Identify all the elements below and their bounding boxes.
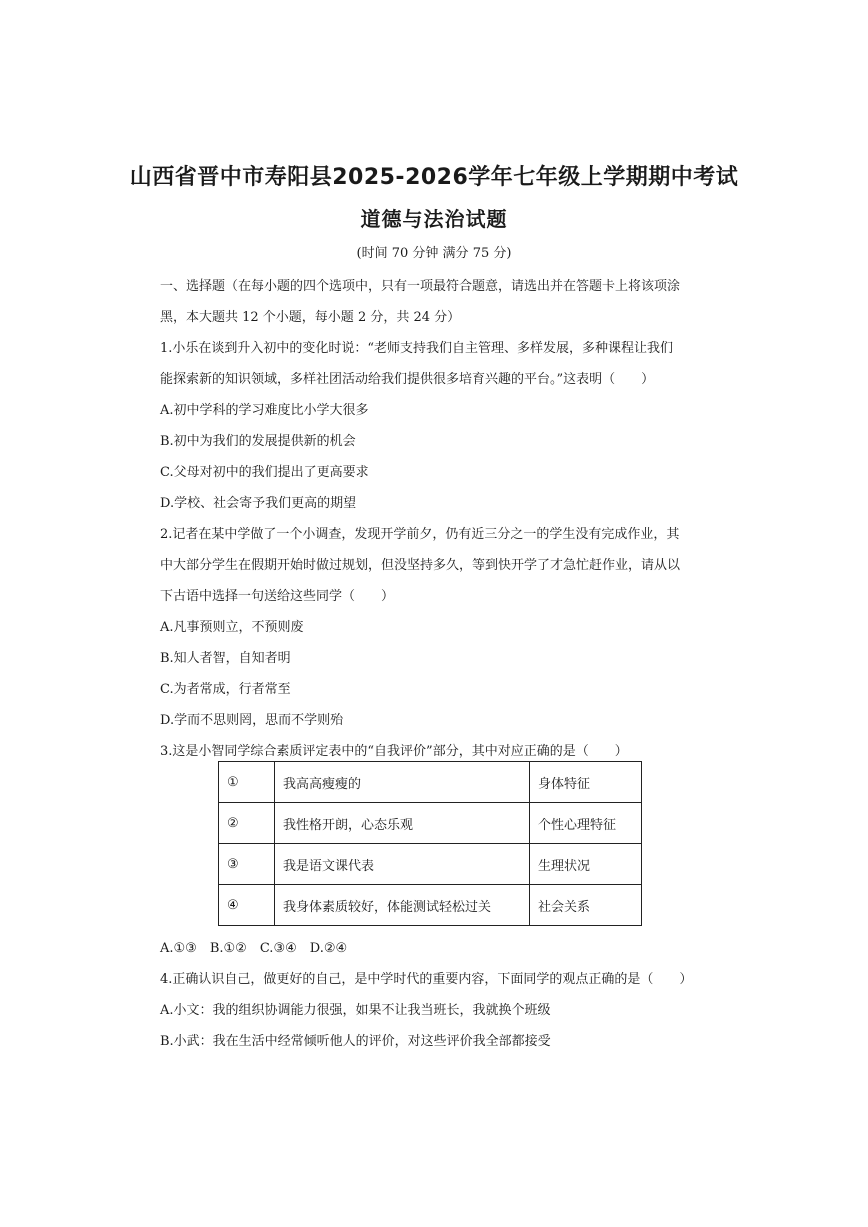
question-stem: 4.正确认识自己，做更好的自己，是中学时代的重要内容，下面同学的观点正确的是（ ） (160, 972, 693, 987)
table-cell: ① (219, 762, 275, 803)
table-cell: 个性心理特征 (530, 803, 642, 844)
option-c: C.父母对初中的我们提出了更高要求 (160, 465, 369, 480)
table-cell: 社会关系 (530, 885, 642, 926)
option-a: A.凡事预则立，不预则废 (160, 620, 304, 635)
table-cell: ② (219, 803, 275, 844)
option-a: A.小文：我的组织协调能力很强，如果不让我当班长，我就换个班级 (160, 1003, 551, 1018)
option-d: D.学而不思则罔，思而不学则殆 (160, 713, 344, 728)
table-cell: 身体特征 (530, 762, 642, 803)
question-stem: 2.记者在某中学做了一个小调查，发现开学前夕，仍有近三分之一的学生没有完成作业，其 (160, 527, 680, 542)
table-row (219, 885, 642, 926)
question-stem: 下古语中选择一句送给这些同学（ ） (160, 589, 395, 604)
table-cell: 我是语文课代表 (275, 844, 530, 885)
question-stem: 能探索新的知识领域，多样社团活动给我们提供很多培育兴趣的平台。”这表明（ ） (160, 372, 655, 387)
table-row (219, 803, 642, 844)
section-intro: 一、选择题（在每小题的四个选项中，只有一项最符合题意，请选出并在答题卡上将该项涂 (160, 279, 681, 294)
exam-title: 山西省晋中市寿阳县2025-2026学年七年级上学期期中考试 (129, 165, 739, 190)
option-b: B.知人者智，自知者明 (160, 651, 291, 666)
question-stem: 3.这是小智同学综合素质评定表中的“自我评价”部分，其中对应正确的是（ ） (160, 744, 628, 759)
table-row (219, 844, 642, 885)
table-cell: 我高高瘦瘦的 (275, 762, 530, 803)
exam-time-score: (时间 70 分钟 满分 75 分) (356, 246, 512, 261)
table-cell: 我性格开朗，心态乐观 (275, 803, 530, 844)
table-cell: 生理状况 (530, 844, 642, 885)
subject-title: 道德与法治试题 (360, 207, 508, 231)
option-a: A.初中学科的学习难度比小学大很多 (160, 403, 369, 418)
table-cell: ④ (219, 885, 275, 926)
section-intro: 黑，本大题共 12 个小题，每小题 2 分，共 24 分） (160, 310, 461, 325)
options-inline: A.①③ B.①② C.③④ D.②④ (160, 941, 348, 956)
table-cell: 我身体素质较好，体能测试轻松过关 (275, 885, 530, 926)
table-row (219, 762, 642, 803)
self-evaluation-table (218, 761, 642, 926)
option-d: D.学校、社会寄予我们更高的期望 (160, 496, 357, 511)
question-stem: 中大部分学生在假期开始时做过规划，但没坚持多久，等到快开学了才急忙赶作业，请从以 (160, 558, 681, 573)
table-cell: ③ (219, 844, 275, 885)
option-b: B.初中为我们的发展提供新的机会 (160, 434, 356, 449)
option-b: B.小武：我在生活中经常倾听他人的评价，对这些评价我全部都接受 (160, 1034, 551, 1049)
question-stem: 1.小乐在谈到升入初中的变化时说：“老师支持我们自主管理、多样发展，多种课程让我们 (160, 341, 674, 356)
option-c: C.为者常成，行者常至 (160, 682, 291, 697)
